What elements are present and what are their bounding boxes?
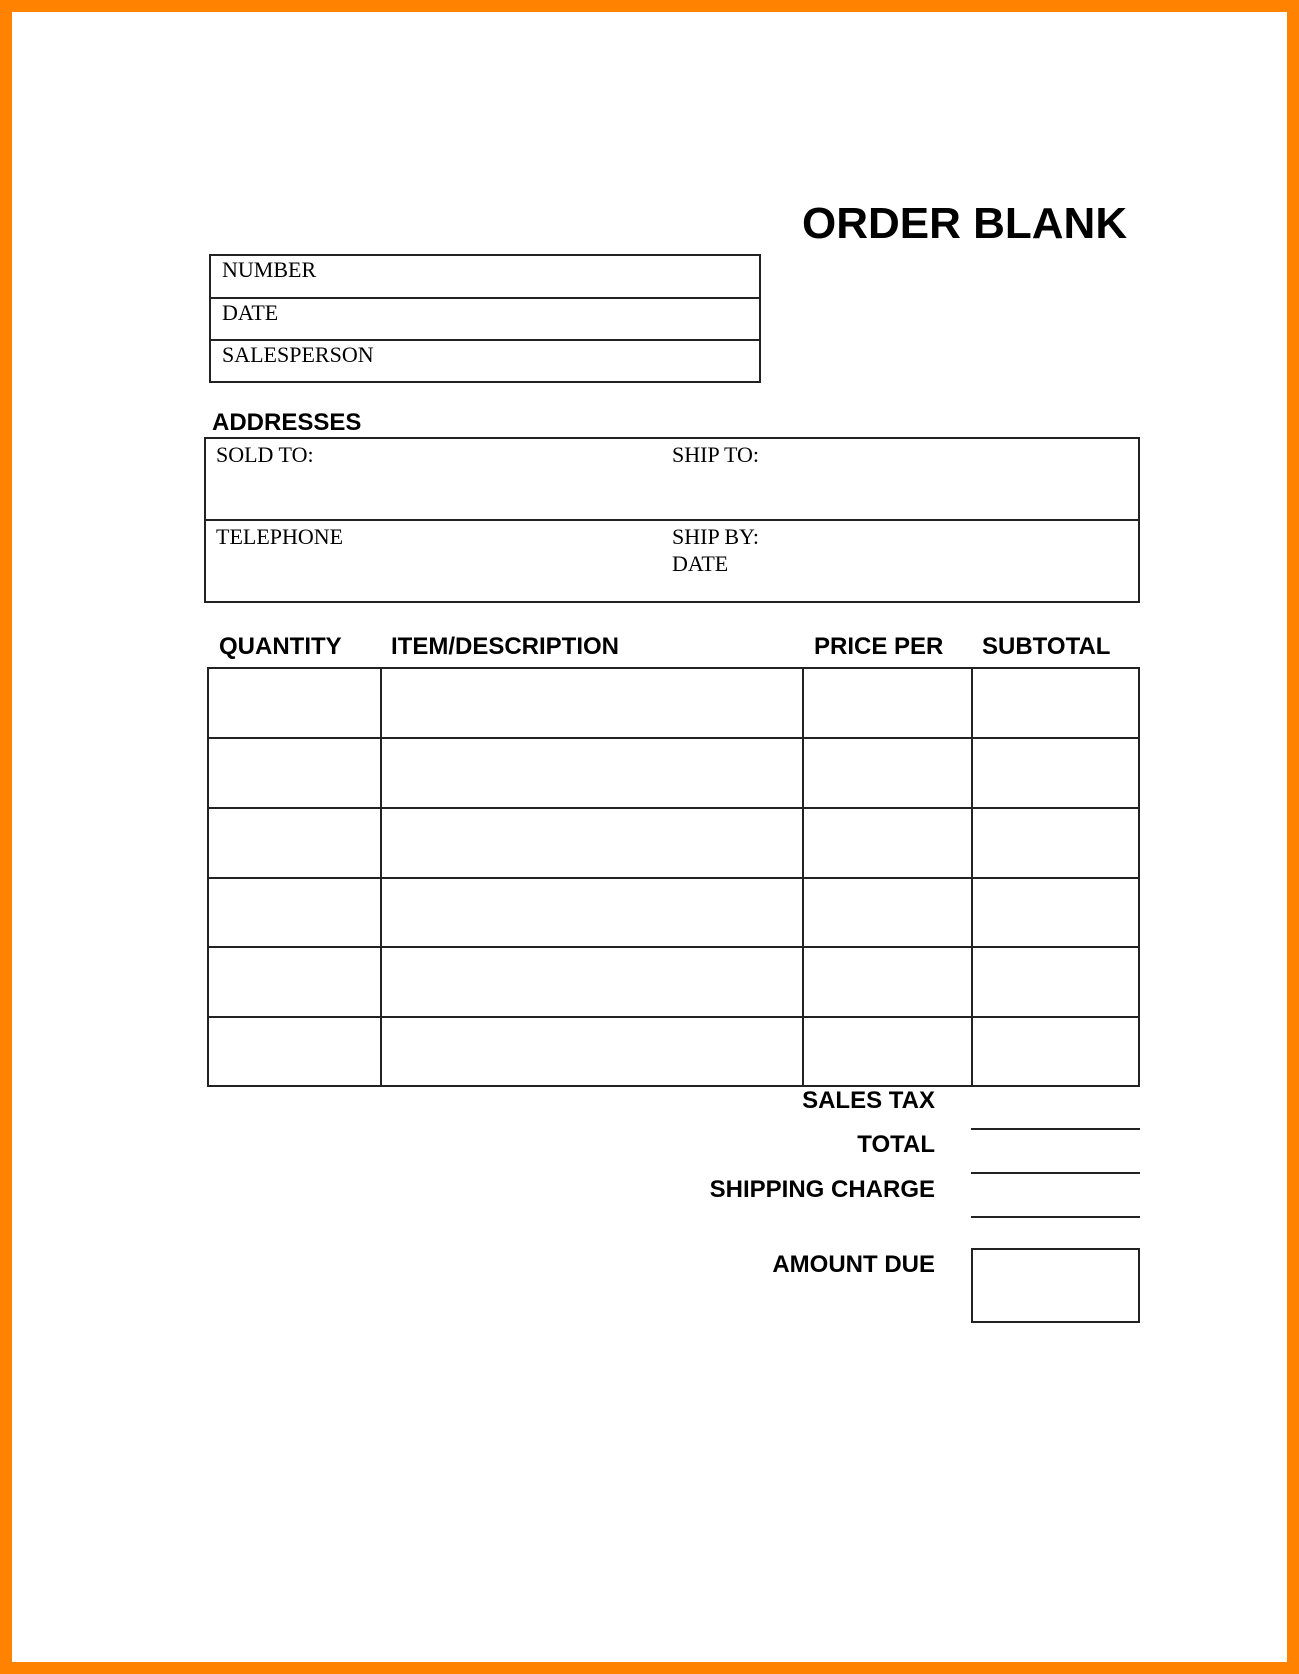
description-cell[interactable] [382, 739, 802, 807]
number-label: NUMBER [222, 257, 317, 282]
description-cell[interactable] [382, 1018, 802, 1085]
amount-due-label: AMOUNT DUE [772, 1251, 935, 1278]
sold-to-field[interactable] [206, 439, 672, 519]
amount-due-box[interactable] [971, 1248, 1140, 1323]
sales-tax-line[interactable] [971, 1128, 1140, 1130]
price-cell[interactable] [804, 948, 971, 1016]
total-line[interactable] [971, 1172, 1140, 1174]
subtotal-cell[interactable] [973, 948, 1138, 1016]
total-label: TOTAL [857, 1131, 935, 1158]
sold-to-label: SOLD TO: [216, 442, 314, 467]
subtotal-cell[interactable] [973, 669, 1138, 737]
ship-by-label: SHIP BY: [672, 524, 760, 549]
telephone-field[interactable] [206, 521, 672, 601]
shipping-charge-label: SHIPPING CHARGE [709, 1176, 935, 1203]
ship-to-field[interactable] [672, 439, 1138, 519]
date-field[interactable] [211, 299, 759, 341]
price-cell[interactable] [804, 879, 971, 946]
quantity-cell[interactable] [209, 948, 380, 1016]
quantity-cell[interactable] [209, 809, 380, 877]
telephone-label: TELEPHONE [216, 524, 344, 549]
description-cell[interactable] [382, 669, 802, 737]
ship-by-field[interactable] [672, 521, 1138, 601]
ship-by-date-label: DATE [672, 551, 729, 576]
price-cell[interactable] [804, 1018, 971, 1085]
number-field[interactable] [211, 256, 759, 298]
column-header-price-per: PRICE PER [814, 633, 944, 660]
form-title: ORDER BLANK [802, 199, 1128, 248]
price-cell[interactable] [804, 739, 971, 807]
subtotal-cell[interactable] [973, 809, 1138, 877]
header-info-box [209, 254, 761, 383]
salesperson-label: SALESPERSON [222, 342, 374, 367]
sales-tax-label: SALES TAX [802, 1087, 935, 1114]
date-label: DATE [222, 300, 279, 325]
column-header-subtotal: SUBTOTAL [982, 633, 1111, 660]
column-header-quantity: QUANTITY [219, 633, 342, 660]
quantity-cell[interactable] [209, 1018, 380, 1085]
items-table [207, 667, 1140, 1087]
ship-to-label: SHIP TO: [672, 442, 760, 467]
column-header-item-description: ITEM/DESCRIPTION [391, 633, 620, 660]
description-cell[interactable] [382, 809, 802, 877]
quantity-cell[interactable] [209, 739, 380, 807]
subtotal-cell[interactable] [973, 879, 1138, 946]
quantity-cell[interactable] [209, 669, 380, 737]
subtotal-cell[interactable] [973, 1018, 1138, 1085]
shipping-charge-line[interactable] [971, 1216, 1140, 1218]
addresses-heading: ADDRESSES [212, 409, 362, 436]
quantity-cell[interactable] [209, 879, 380, 946]
description-cell[interactable] [382, 879, 802, 946]
subtotal-cell[interactable] [973, 739, 1138, 807]
addresses-box [204, 437, 1140, 603]
price-cell[interactable] [804, 669, 971, 737]
price-cell[interactable] [804, 809, 971, 877]
description-cell[interactable] [382, 948, 802, 1016]
salesperson-field[interactable] [211, 341, 759, 383]
